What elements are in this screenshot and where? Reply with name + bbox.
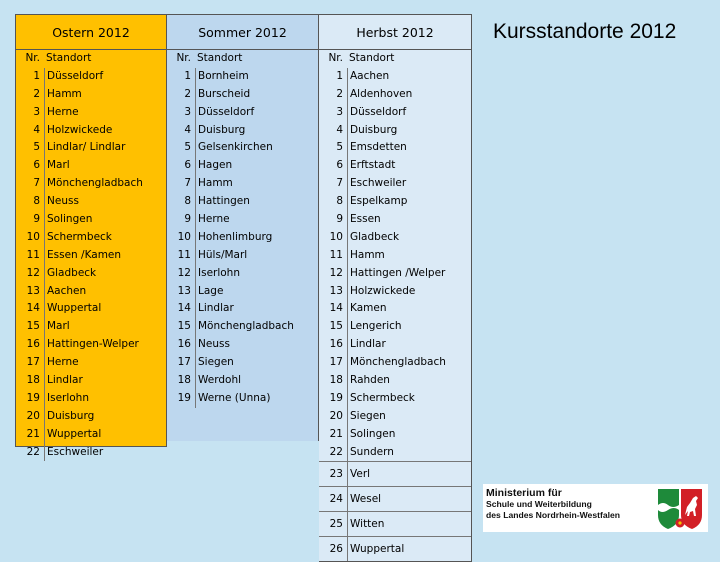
row-location: Lindlar/ Lindlar (44, 139, 166, 157)
row-number: 13 (177, 284, 191, 297)
row-location: Essen (347, 211, 471, 229)
row-location: Hamm (195, 175, 318, 193)
row-number: 16 (329, 338, 343, 351)
table-row (16, 211, 166, 229)
row-number: 21 (329, 427, 343, 440)
row-number: 1 (336, 69, 343, 82)
row-location: Lengerich (347, 318, 471, 336)
row-number: 8 (184, 195, 191, 208)
table-row (319, 68, 471, 86)
row-number: 13 (329, 284, 343, 297)
row-location: Solingen (347, 426, 471, 444)
row-number: 6 (33, 159, 40, 172)
row-location: Erftstadt (347, 157, 471, 175)
row-location: Solingen (44, 211, 166, 229)
column-header-herbst: Herbst 2012 (319, 14, 472, 49)
nr-header: Nr. (25, 52, 40, 64)
row-number: 9 (33, 213, 40, 226)
row-number: 3 (336, 105, 343, 118)
row-location: Herne (44, 354, 166, 372)
table-row (319, 139, 471, 157)
table-row (319, 444, 471, 462)
row-location: Holzwickede (44, 122, 166, 140)
row-location: Bornheim (195, 68, 318, 86)
row-number: 10 (177, 230, 191, 243)
row-number: 12 (329, 266, 343, 279)
row-number: 8 (336, 195, 343, 208)
row-number: 2 (184, 87, 191, 100)
table-row (319, 354, 471, 372)
row-location: Marl (44, 318, 166, 336)
ministry-line-1: Ministerium für (486, 487, 562, 499)
row-number: 4 (33, 123, 40, 136)
table-row (319, 336, 471, 354)
table-ostern (15, 49, 167, 458)
row-location: Sundern (347, 444, 471, 462)
table-row (16, 104, 166, 122)
row-location: Essen /Kamen (44, 247, 166, 265)
row-number: 2 (336, 87, 343, 100)
table-row (16, 408, 166, 426)
row-location: Aachen (44, 283, 166, 301)
table-row (16, 372, 166, 390)
table-row (319, 229, 471, 247)
table-row (319, 426, 471, 444)
row-number: 11 (329, 248, 343, 261)
row-location: Gladbeck (347, 229, 471, 247)
table-row (167, 283, 318, 301)
row-location: Hattingen /Welper (347, 265, 471, 283)
row-location: Düsseldorf (44, 68, 166, 86)
row-number: 15 (177, 320, 191, 333)
row-number: 9 (184, 213, 191, 226)
row-number: 12 (26, 266, 40, 279)
table-row (16, 175, 166, 193)
table-row (16, 283, 166, 301)
row-location: Mönchengladbach (347, 354, 471, 372)
nrw-coat-of-arms-icon (654, 485, 706, 531)
row-location: Duisburg (195, 122, 318, 140)
table-header-row (16, 50, 166, 68)
row-number: 11 (177, 248, 191, 261)
row-location: Wuppertal (44, 300, 166, 318)
row-location: Hohenlimburg (195, 229, 318, 247)
row-location: Marl (44, 157, 166, 175)
row-number: 9 (336, 213, 343, 226)
row-number: 13 (26, 284, 40, 297)
row-location: Herne (44, 104, 166, 122)
table-row (167, 336, 318, 354)
row-number: 26 (329, 543, 343, 556)
row-location: Duisburg (347, 122, 471, 140)
column-herbst (319, 14, 472, 562)
row-number: 19 (26, 391, 40, 404)
column-ostern (15, 14, 167, 458)
table-row (319, 175, 471, 193)
table-row (319, 318, 471, 336)
row-number: 19 (177, 391, 191, 404)
table-sommer (167, 49, 319, 441)
table-row (16, 318, 166, 336)
table-herbst (319, 49, 472, 562)
row-location: Siegen (347, 408, 471, 426)
row-number: 11 (26, 248, 40, 261)
standort-header: Standort (349, 52, 395, 64)
row-location: Herne (195, 211, 318, 229)
row-location: Lindlar (347, 336, 471, 354)
row-location: Holzwickede (347, 283, 471, 301)
row-location: Schermbeck (347, 390, 471, 408)
table-row (167, 390, 318, 408)
column-header-sommer: Sommer 2012 (167, 14, 319, 49)
row-location: Eschweiler (347, 175, 471, 193)
table-row (167, 122, 318, 140)
row-number: 14 (329, 302, 343, 315)
row-location: Gladbeck (44, 265, 166, 283)
table-row (167, 193, 318, 211)
row-number: 10 (329, 230, 343, 243)
table-row (319, 536, 471, 561)
row-number: 7 (33, 177, 40, 190)
table-row (319, 486, 471, 511)
row-location: Düsseldorf (347, 104, 471, 122)
row-number: 6 (184, 159, 191, 172)
row-number: 1 (184, 69, 191, 82)
table-row (16, 229, 166, 247)
ministry-line-2: Schule und Weiterbildung (486, 499, 592, 509)
table-row (167, 300, 318, 318)
row-location: Hamm (347, 247, 471, 265)
row-location: Aldenhoven (347, 86, 471, 104)
table-row (167, 265, 318, 283)
table-row (319, 390, 471, 408)
table-row (167, 229, 318, 247)
table-row (319, 265, 471, 283)
row-location: Iserlohn (44, 390, 166, 408)
row-location: Kamen (347, 300, 471, 318)
row-location: Lindlar (44, 372, 166, 390)
row-number: 8 (33, 195, 40, 208)
table-row (16, 354, 166, 372)
table-row (16, 122, 166, 140)
row-number: 6 (336, 159, 343, 172)
table-row (319, 511, 471, 536)
table-row (16, 157, 166, 175)
table-row (167, 68, 318, 86)
table-row (319, 372, 471, 390)
row-location: Mönchengladbach (44, 175, 166, 193)
row-location: Siegen (195, 354, 318, 372)
table-row (16, 193, 166, 211)
row-location: Wesel (347, 487, 471, 511)
row-location: Iserlohn (195, 265, 318, 283)
row-number: 19 (329, 391, 343, 404)
table-row (16, 426, 166, 444)
table-row (16, 300, 166, 318)
row-location: Aachen (347, 68, 471, 86)
table-row (319, 461, 471, 486)
nr-header: Nr. (328, 52, 343, 64)
table-row (167, 86, 318, 104)
row-location: Lage (195, 283, 318, 301)
table-row (319, 193, 471, 211)
row-number: 25 (329, 518, 343, 531)
table-row (319, 247, 471, 265)
ministry-name (486, 487, 646, 520)
table-row (319, 408, 471, 426)
row-location: Duisburg (44, 408, 166, 426)
nr-header: Nr. (176, 52, 191, 64)
row-location: Hattingen (195, 193, 318, 211)
table-row (167, 211, 318, 229)
row-number: 18 (26, 374, 40, 387)
column-header-ostern: Ostern 2012 (15, 14, 167, 49)
row-location: Witten (347, 512, 471, 536)
row-location: Hattingen-Welper (44, 336, 166, 354)
row-location: Neuss (44, 193, 166, 211)
row-location: Eschweiler (44, 444, 166, 462)
row-location: Hüls/Marl (195, 247, 318, 265)
row-number: 16 (177, 338, 191, 351)
table-row (167, 157, 318, 175)
table-row (16, 247, 166, 265)
table-row (319, 104, 471, 122)
row-location: Rahden (347, 372, 471, 390)
row-number: 3 (33, 105, 40, 118)
ministry-logo (483, 484, 708, 532)
row-location: Hamm (44, 86, 166, 104)
table-row (167, 354, 318, 372)
row-number: 1 (33, 69, 40, 82)
table-row (167, 372, 318, 390)
table-row (16, 390, 166, 408)
table-header-row (319, 50, 471, 68)
row-number: 7 (336, 177, 343, 190)
row-number: 18 (329, 374, 343, 387)
row-location: Burscheid (195, 86, 318, 104)
row-number: 5 (33, 141, 40, 154)
row-location: Mönchengladbach (195, 318, 318, 336)
table-row (167, 175, 318, 193)
table-row (16, 68, 166, 86)
row-number: 16 (26, 338, 40, 351)
row-location: Werne (Unna) (195, 390, 318, 408)
row-location: Espelkamp (347, 193, 471, 211)
row-number: 12 (177, 266, 191, 279)
row-location: Neuss (195, 336, 318, 354)
row-number: 14 (177, 302, 191, 315)
row-location: Wuppertal (44, 426, 166, 444)
row-number: 3 (184, 105, 191, 118)
table-row (319, 211, 471, 229)
table-row (319, 86, 471, 104)
table-row (167, 104, 318, 122)
row-number: 22 (26, 445, 40, 458)
table-row (16, 139, 166, 157)
row-number: 20 (26, 409, 40, 422)
table-row (319, 122, 471, 140)
row-number: 24 (329, 493, 343, 506)
row-number: 4 (336, 123, 343, 136)
row-number: 10 (26, 230, 40, 243)
row-location: Werdohl (195, 372, 318, 390)
table-row (319, 283, 471, 301)
table-row (16, 86, 166, 104)
row-number: 17 (177, 356, 191, 369)
row-number: 17 (26, 356, 40, 369)
row-number: 7 (184, 177, 191, 190)
row-number: 22 (329, 445, 343, 458)
row-location: Gelsenkirchen (195, 139, 318, 157)
row-location: Wuppertal (347, 537, 471, 561)
row-number: 2 (33, 87, 40, 100)
table-row (319, 300, 471, 318)
row-number: 23 (329, 468, 343, 481)
table-row (16, 265, 166, 283)
table-header-row (167, 50, 318, 68)
row-location: Lindlar (195, 300, 318, 318)
table-row (16, 444, 166, 462)
row-location: Verl (347, 462, 471, 486)
row-number: 20 (329, 409, 343, 422)
page-title: Kursstandorte 2012 (493, 20, 677, 43)
row-number: 18 (177, 374, 191, 387)
table-row (16, 336, 166, 354)
column-sommer (167, 14, 319, 441)
row-number: 15 (26, 320, 40, 333)
row-number: 15 (329, 320, 343, 333)
row-location: Schermbeck (44, 229, 166, 247)
row-location: Emsdetten (347, 139, 471, 157)
ministry-line-3: des Landes Nordrhein-Westfalen (486, 509, 621, 520)
standort-header: Standort (46, 52, 92, 64)
table-row (167, 139, 318, 157)
row-location: Hagen (195, 157, 318, 175)
standort-header: Standort (197, 52, 243, 64)
table-row (167, 247, 318, 265)
row-number: 21 (26, 427, 40, 440)
row-number: 17 (329, 356, 343, 369)
row-number: 5 (184, 141, 191, 154)
table-row (167, 318, 318, 336)
row-location: Düsseldorf (195, 104, 318, 122)
row-number: 14 (26, 302, 40, 315)
row-number: 5 (336, 141, 343, 154)
table-row (319, 157, 471, 175)
row-number: 4 (184, 123, 191, 136)
